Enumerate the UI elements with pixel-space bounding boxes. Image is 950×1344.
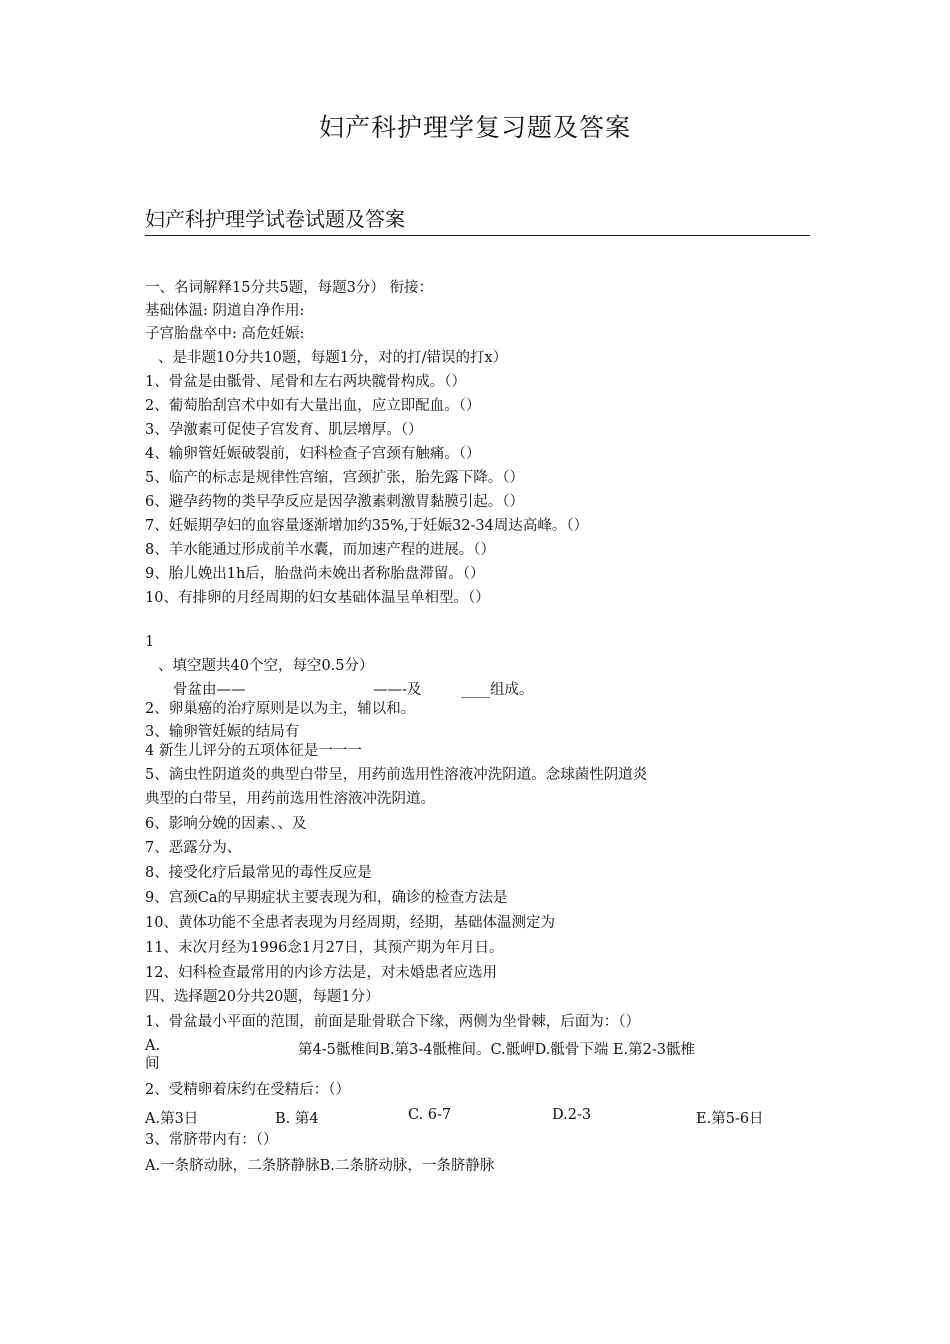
section1-heading: 一、名词解释15分共5题，每题3分） 衔接： [145, 280, 434, 296]
truefalse-item: 8、羊水能通过形成前羊水囊，而加速产程的进展。（） [145, 542, 495, 558]
fill-item: 4 新生儿评分的五项体征是一一一 [145, 743, 362, 759]
truefalse-item: 10、有排卵的月经周期的妇女基础体温呈单相型。（） [145, 590, 490, 606]
fill-item: 11、末次月经为1996念1月27日，其预产期为年月日。 [145, 940, 504, 956]
choice-question-3: 3、常脐带内有：（） [145, 1132, 278, 1148]
option-d: D.2-3 [552, 1107, 592, 1123]
fill-item: 12、妇科检查最常用的内诊方法是，对未婚患者应选用 [145, 965, 497, 981]
fill-item-1-end: ____组成。 [461, 682, 534, 698]
truefalse-item: 2、葡萄胎刮宫术中如有大量出血，应立即配血。（） [145, 398, 481, 414]
fill-item: 6、影响分娩的因素、、及 [145, 816, 307, 832]
fill-item: 10、黄体功能不全患者表现为月经周期，经期，基础体温测定为 [145, 915, 555, 931]
truefalse-item: 3、孕激素可促使子宫发育、肌层增厚。（） [145, 422, 423, 438]
section1-row: 基础体温: 阴道自净作用: [145, 303, 305, 319]
document-subtitle: 妇产科护理学试卷试题及答案 [145, 203, 810, 236]
section2-heading: 、是非题10分共10题，每题1分，对的打/错误的打x） [158, 350, 508, 366]
fill-item: 3、输卵管妊娠的结局有 [145, 724, 300, 740]
options-wrap: 间 [145, 1056, 160, 1072]
truefalse-item: 9、胎儿娩出1h后，胎盘尚未娩出者称胎盘滞留。（） [145, 566, 485, 582]
section1-row: 子宫胎盘卒中: 高危妊娠: [145, 326, 305, 342]
choice-question-2: 2、受精卵着床约在受精后：（） [145, 1082, 350, 1098]
fill-item-1 [145, 678, 805, 696]
fill-item: 2、卵巢癌的治疗原则是以为主，辅以和。 [145, 701, 416, 717]
fill-item: 9、宫颈Ca的早期症状主要表现为和，确诊的检查方法是 [145, 890, 508, 906]
choice-question-3-options: A.一条脐动脉，二条脐静脉B.二条脐动脉，一条脐静脉 [145, 1158, 495, 1174]
fill-item: 5、滴虫性阴道炎的典型白带呈，用药前选用性溶液冲洗阴道。念球菌性阴道炎 [145, 767, 648, 783]
page-number: 1 [145, 634, 155, 650]
truefalse-item: 7、妊娠期孕妇的血容量逐渐增加约35%,于妊娠32-34周达高峰。（） [145, 518, 589, 534]
fill-item-1-mid: ——-及 [373, 682, 422, 698]
choice-question-1-options [145, 1038, 805, 1056]
option-e: E.第5-6日 [696, 1111, 764, 1127]
option-c: C. 6-7 [408, 1107, 452, 1123]
section3-heading: 、填空题共40个空，每空0.5分） [158, 658, 374, 674]
option-a-label: A. [145, 1038, 161, 1054]
choice-question-1: 1、骨盆最小平面的范围，前面是耻骨联合下缘，两侧为坐骨棘，后面为：（） [145, 1014, 640, 1030]
truefalse-item: 1、骨盆是由骶骨、尾骨和左右两块髋骨构成。（） [145, 374, 466, 390]
truefalse-item: 5、临产的标志是规律性宫缩，宫颈扩张，胎先露下降。（） [145, 470, 524, 486]
fill-item: 7、恶露分为、 [145, 840, 242, 856]
fill-item: 8、接受化疗后最常见的毒性反应是 [145, 865, 372, 881]
fill-item-1-prefix: 骨盆由—— [173, 682, 246, 698]
options-text: 第4-5骶椎间B.第3-4骶椎间。C.骶岬D.骶骨下端 E.第2-3骶椎 [298, 1042, 696, 1058]
option-b: B. 第4 [275, 1111, 319, 1127]
fill-item: 典型的白带呈，用药前选用性溶液冲洗阴道。 [145, 791, 435, 807]
choice-question-2-options [145, 1107, 805, 1125]
document-title: 妇产科护理学复习题及答案 [318, 113, 631, 142]
option-a: A.第3日 [145, 1111, 199, 1127]
truefalse-item: 6、避孕药物的类早孕反应是因孕激素刺激胃黏膜引起。（） [145, 494, 524, 510]
truefalse-item: 4、输卵管妊娠破裂前，妇科检查子宫颈有触痛。（） [145, 446, 481, 462]
section4-heading: 四、选择题20分共20题，每题1分） [145, 989, 380, 1005]
